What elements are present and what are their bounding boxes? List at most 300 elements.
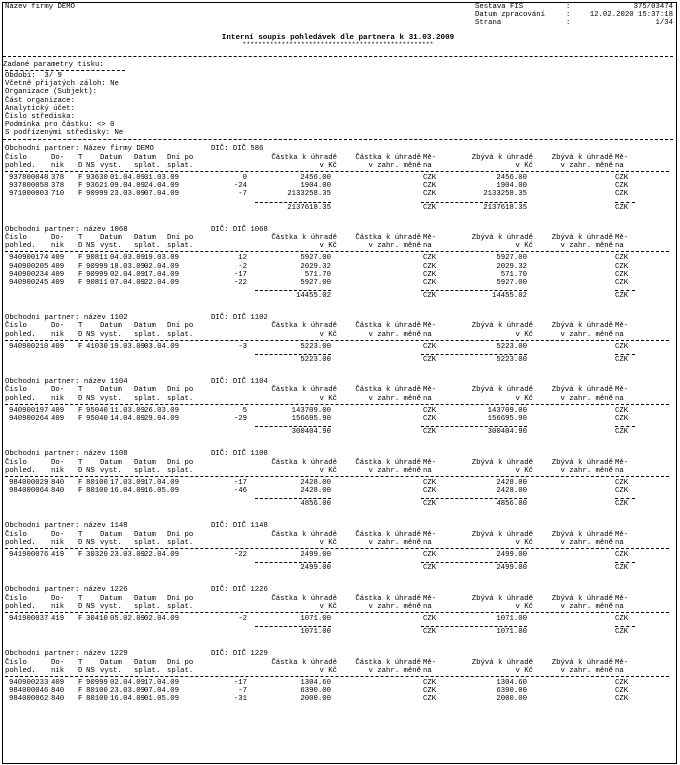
col-header: Zbývá k úhradě xyxy=(471,530,533,539)
doc-type: F xyxy=(78,278,83,287)
sum-line xyxy=(615,498,635,499)
partner-heading xyxy=(3,378,673,386)
invoice-number: 940900210 xyxy=(9,342,49,351)
amount-czk: 1071.00 xyxy=(300,614,331,623)
table-row xyxy=(3,254,673,262)
doc-type: F xyxy=(78,414,83,423)
doc-type: F xyxy=(78,478,83,487)
amount-czk: 2428.00 xyxy=(300,478,331,487)
supplier: 409 xyxy=(51,262,65,271)
currency: CZK xyxy=(423,478,437,487)
col-header: Zbývá k úhradě xyxy=(471,386,533,395)
col-header: splat. xyxy=(167,394,194,403)
col-header: Číslo xyxy=(5,153,27,162)
col-header: na xyxy=(423,538,432,547)
col-header: Částka k úhradě xyxy=(355,233,421,242)
col-header: vyst. xyxy=(100,394,122,403)
col-header: Mě- xyxy=(423,153,437,162)
sum-line xyxy=(615,626,635,627)
col-header: D xyxy=(78,666,83,675)
col-header: v zahr. měně xyxy=(560,394,613,403)
due-date: 07.04.09 xyxy=(144,687,180,696)
header-underline xyxy=(5,251,669,252)
col-header: Částka k úhradě xyxy=(355,386,421,395)
sum-line xyxy=(615,354,635,355)
invoice-number: 940900197 xyxy=(9,406,49,415)
col-header: Do- xyxy=(51,386,65,395)
col-header: vyst. xyxy=(100,666,122,675)
col-header: T xyxy=(78,322,83,331)
col-header: Datum xyxy=(134,386,156,395)
label-sestava: Sestava FIS xyxy=(475,3,524,11)
col-header: Mě- xyxy=(615,530,629,539)
total-amount-czk: 5223.00 xyxy=(300,356,331,364)
supplier: 409 xyxy=(51,254,65,263)
days-overdue: -24 xyxy=(233,182,247,191)
due-date: 29.04.09 xyxy=(144,414,180,423)
ns: 90999 xyxy=(86,678,108,687)
invoice-number: 940900205 xyxy=(9,262,49,271)
col-header: na xyxy=(423,242,432,251)
col-header: Zbývá k úhradě xyxy=(471,658,533,667)
partner-heading xyxy=(3,145,673,153)
params-list xyxy=(3,72,673,138)
col-header: T xyxy=(78,153,83,162)
amount-czk: 5927.00 xyxy=(300,278,331,287)
issue-date: 02.04.09 xyxy=(110,270,146,279)
column-header-1 xyxy=(3,322,673,330)
col-header: na xyxy=(615,242,624,251)
supplier: 409 xyxy=(51,270,65,279)
invoice-number: 937800048 xyxy=(9,174,49,182)
total-row xyxy=(3,500,673,508)
col-header: v zahr. měně xyxy=(560,161,613,170)
col-header: Mě- xyxy=(423,233,437,242)
col-header: v Kč xyxy=(515,538,533,547)
total-remaining-czk: 2137618.35 xyxy=(483,203,527,212)
col-header: vyst. xyxy=(100,466,122,475)
col-header: na xyxy=(423,602,432,611)
ns: 90811 xyxy=(86,278,108,287)
col-header: nik xyxy=(51,466,65,475)
invoice-number: 984000029 xyxy=(9,478,49,487)
col-header: Datum xyxy=(100,530,122,539)
col-header: v zahr. měně xyxy=(368,330,421,339)
col-header: v zahr. měně xyxy=(560,242,613,251)
col-header: na xyxy=(423,330,432,339)
col-header: v zahr. měně xyxy=(560,330,613,339)
doc-type: F xyxy=(78,614,83,623)
col-header: v Kč xyxy=(319,538,337,547)
total-amount-czk: 14455.02 xyxy=(295,292,331,301)
col-header: D xyxy=(78,466,83,475)
col-header: na xyxy=(423,161,432,170)
col-header: Dní po xyxy=(167,153,194,162)
currency: CZK xyxy=(615,487,629,496)
doc-type: F xyxy=(78,551,83,559)
invoice-number: 937800058 xyxy=(9,182,49,191)
due-date: 17.04.09 xyxy=(144,270,180,279)
report-title: Interní soupis pohledávek dle partnera k 31.03.2009 xyxy=(221,33,455,42)
currency: CZK xyxy=(423,190,437,199)
col-header: Do- xyxy=(51,153,65,162)
total-row xyxy=(3,428,673,436)
col-header: pohled. xyxy=(5,602,36,611)
amount-czk: 5927.00 xyxy=(300,254,331,263)
col-header: splat. xyxy=(167,466,194,475)
col-header: Mě- xyxy=(615,322,629,331)
col-header: T xyxy=(78,233,83,242)
currency: CZK xyxy=(423,678,437,687)
issue-date: 23.03.09 xyxy=(110,551,146,559)
days-overdue: -2 xyxy=(238,262,247,271)
col-header: v Kč xyxy=(515,394,533,403)
col-header: Částka k úhradě xyxy=(355,322,421,331)
label-datum: Datum zpracování xyxy=(475,11,546,20)
partner-group xyxy=(3,450,673,508)
partner-name: Obchodní partner: název 1068 xyxy=(5,225,128,234)
col-header: Mě- xyxy=(423,594,437,603)
col-header: vyst. xyxy=(100,330,122,339)
amount-czk: 6390.00 xyxy=(300,687,331,696)
col-header: Zbývá k úhradě xyxy=(551,530,613,539)
col-header: v Kč xyxy=(515,466,533,475)
col-header: Do- xyxy=(51,530,65,539)
due-date: 17.04.09 xyxy=(144,678,180,687)
col-header: splat. xyxy=(134,242,161,251)
col-header: Mě- xyxy=(423,386,437,395)
partner-group xyxy=(3,145,673,211)
col-header: Mě- xyxy=(423,530,437,539)
ns: 30410 xyxy=(86,614,108,623)
remaining-czk: 2456.00 xyxy=(496,174,527,182)
days-overdue: 5 xyxy=(242,406,247,415)
col-header: nik xyxy=(51,394,65,403)
param-line: Období: 3/ 9 xyxy=(5,71,62,80)
col-header: pohled. xyxy=(5,394,36,403)
col-header: Do- xyxy=(51,322,65,331)
currency: CZK xyxy=(615,182,629,191)
col-header: na xyxy=(423,466,432,475)
supplier: 419 xyxy=(51,551,65,559)
invoice-number: 941900037 xyxy=(9,614,49,623)
days-overdue: -2 xyxy=(238,614,247,623)
issue-date: 18.03.09 xyxy=(110,262,146,271)
days-overdue: -7 xyxy=(238,687,247,696)
col-header: Datum xyxy=(134,530,156,539)
doc-type: F xyxy=(78,174,83,182)
currency: CZK xyxy=(423,564,437,573)
col-header: v zahr. měně xyxy=(368,538,421,547)
sum-line xyxy=(421,626,527,627)
col-header: na xyxy=(615,602,624,611)
datum-value: 12.02.2020 15:37:18 xyxy=(589,11,673,20)
divider xyxy=(3,139,673,140)
ns: 80100 xyxy=(86,695,108,704)
partner-group xyxy=(3,586,673,636)
col-header: Do- xyxy=(51,458,65,467)
currency: CZK xyxy=(615,628,629,637)
currency: CZK xyxy=(423,687,437,696)
strana-value: 1/34 xyxy=(655,19,673,28)
currency: CZK xyxy=(615,356,629,364)
amount-czk: 1904.00 xyxy=(300,182,331,191)
column-header-2 xyxy=(3,331,673,339)
company-name: Název firmy DEMO xyxy=(5,3,76,11)
col-header: Částka k úhradě xyxy=(271,153,337,162)
currency: CZK xyxy=(615,174,629,182)
col-header: Mě- xyxy=(423,458,437,467)
partner-heading xyxy=(3,522,673,530)
partners-list xyxy=(3,145,673,703)
col-header: vyst. xyxy=(100,161,122,170)
col-header: Částka k úhradě xyxy=(355,530,421,539)
col-header: Zbývá k úhradě xyxy=(471,153,533,162)
days-overdue: -31 xyxy=(233,695,247,704)
issue-date: 19.03.09 xyxy=(110,342,146,351)
col-header: na xyxy=(615,330,624,339)
supplier: 840 xyxy=(51,687,65,696)
doc-type: F xyxy=(78,342,83,351)
partner-dic: DIČ: DIČ 1104 xyxy=(211,378,268,387)
col-header: Mě- xyxy=(615,658,629,667)
due-date: 07.04.09 xyxy=(144,190,180,199)
col-header: Částka k úhradě xyxy=(355,153,421,162)
doc-type: F xyxy=(78,270,83,279)
supplier: 378 xyxy=(51,174,65,182)
table-row xyxy=(3,190,673,198)
param-line: Organizace (Subjekt): xyxy=(5,88,97,97)
partner-heading xyxy=(3,314,673,322)
issue-date: 05.02.09 xyxy=(110,614,146,623)
col-header: Částka k úhradě xyxy=(271,233,337,242)
table-row xyxy=(3,551,673,559)
col-header: na xyxy=(615,538,624,547)
currency: CZK xyxy=(423,487,437,496)
col-header: Číslo xyxy=(5,658,27,667)
col-header: Zbývá k úhradě xyxy=(551,153,613,162)
issue-date: 23.03.09 xyxy=(110,687,146,696)
ns: 90811 xyxy=(86,254,108,263)
days-overdue: -29 xyxy=(233,414,247,423)
col-header: NS xyxy=(86,538,95,547)
currency: CZK xyxy=(615,406,629,415)
table-row xyxy=(3,279,673,287)
column-header-2 xyxy=(3,539,673,547)
header-underline xyxy=(5,676,669,677)
col-header: NS xyxy=(86,330,95,339)
col-header: Datum xyxy=(100,322,122,331)
currency: CZK xyxy=(423,428,437,437)
col-header: na xyxy=(615,394,624,403)
remaining-czk: 6390.00 xyxy=(496,687,527,696)
supplier: 840 xyxy=(51,478,65,487)
col-header: splat. xyxy=(167,330,194,339)
col-header: Číslo xyxy=(5,233,27,242)
col-header: Datum xyxy=(100,594,122,603)
col-header: vyst. xyxy=(100,538,122,547)
col-header: Číslo xyxy=(5,594,27,603)
invoice-number: 984000062 xyxy=(9,695,49,704)
issue-date: 14.04.09 xyxy=(110,414,146,423)
col-header: na xyxy=(615,466,624,475)
due-date: 19.03.09 xyxy=(144,254,180,263)
col-header: v Kč xyxy=(319,330,337,339)
col-header: Do- xyxy=(51,233,65,242)
total-remaining-czk: 300404.90 xyxy=(487,428,527,437)
table-row xyxy=(3,343,673,351)
col-header: T xyxy=(78,594,83,603)
currency: CZK xyxy=(423,270,437,279)
col-header: Mě- xyxy=(615,386,629,395)
col-header: v Kč xyxy=(319,602,337,611)
remaining-czk: 2029.32 xyxy=(496,262,527,271)
col-header: D xyxy=(78,161,83,170)
currency: CZK xyxy=(423,292,437,301)
sum-line xyxy=(421,354,527,355)
col-header: pohled. xyxy=(5,538,36,547)
invoice-number: 941900076 xyxy=(9,551,49,559)
doc-type: F xyxy=(78,678,83,687)
invoice-number: 940900245 xyxy=(9,278,49,287)
table-row xyxy=(3,182,673,190)
column-header-1 xyxy=(3,531,673,539)
col-header: Dní po xyxy=(167,658,194,667)
currency: CZK xyxy=(423,551,437,559)
invoice-number: 984000046 xyxy=(9,687,49,696)
col-header: Datum xyxy=(134,233,156,242)
currency: CZK xyxy=(615,614,629,623)
col-header: Částka k úhradě xyxy=(271,386,337,395)
partner-name: Obchodní partner: název 1108 xyxy=(5,450,128,459)
table-row xyxy=(3,263,673,271)
supplier: 409 xyxy=(51,406,65,415)
col-header: v Kč xyxy=(319,394,337,403)
currency: CZK xyxy=(615,292,629,301)
col-header: NS xyxy=(86,161,95,170)
sum-line xyxy=(255,290,331,291)
due-date: 26.03.09 xyxy=(144,406,180,415)
col-header: Mě- xyxy=(423,658,437,667)
header-row-2: Datum zpracování : 12.02.2020 15:37:18 xyxy=(475,11,673,20)
supplier: 710 xyxy=(51,190,65,199)
header-underline xyxy=(5,404,669,405)
column-header-2 xyxy=(3,242,673,250)
col-header: NS xyxy=(86,666,95,675)
days-overdue: -17 xyxy=(233,678,247,687)
col-header: nik xyxy=(51,538,65,547)
currency: CZK xyxy=(423,695,437,704)
col-header: Dní po xyxy=(167,530,194,539)
report-sheet xyxy=(3,3,673,761)
due-date: 31.03.09 xyxy=(144,174,180,182)
due-date: 02.04.09 xyxy=(144,614,180,623)
partner-name: Obchodní partner: název 1104 xyxy=(5,378,128,387)
col-header: Zbývá k úhradě xyxy=(551,322,613,331)
days-overdue: -22 xyxy=(233,551,247,559)
remaining-czk: 2499.00 xyxy=(496,551,527,559)
total-remaining-czk: 2499.00 xyxy=(496,564,527,573)
col-header: Datum xyxy=(134,458,156,467)
currency: CZK xyxy=(615,203,629,212)
doc-type: F xyxy=(78,262,83,271)
supplier: 840 xyxy=(51,695,65,704)
supplier: 840 xyxy=(51,487,65,496)
partner-dic: DIČ: DIČ 1108 xyxy=(211,450,268,459)
doc-type: F xyxy=(78,254,83,263)
col-header: Částka k úhradě xyxy=(271,530,337,539)
column-header-1 xyxy=(3,595,673,603)
currency: CZK xyxy=(423,342,437,351)
col-header: D xyxy=(78,330,83,339)
col-header: v zahr. měně xyxy=(368,394,421,403)
col-header: Datum xyxy=(134,322,156,331)
currency: CZK xyxy=(615,500,629,509)
col-header: Číslo xyxy=(5,322,27,331)
currency: CZK xyxy=(615,551,629,559)
col-header: nik xyxy=(51,602,65,611)
currency: CZK xyxy=(423,182,437,191)
ns: 90999 xyxy=(86,262,108,271)
col-header: NS xyxy=(86,394,95,403)
invoice-number: 940900233 xyxy=(9,678,49,687)
col-header: Dní po xyxy=(167,458,194,467)
col-header: D xyxy=(78,538,83,547)
sum-line xyxy=(255,498,331,499)
col-header: splat. xyxy=(134,394,161,403)
supplier: 409 xyxy=(51,278,65,287)
partner-name: Obchodní partner: název 1148 xyxy=(5,522,128,531)
col-header: v zahr. měně xyxy=(560,538,613,547)
ns: 93630 xyxy=(86,174,108,182)
col-header: nik xyxy=(51,666,65,675)
due-date: 16.05.09 xyxy=(144,487,180,496)
column-header-1 xyxy=(3,659,673,667)
col-header: pohled. xyxy=(5,330,36,339)
doc-type: F xyxy=(78,182,83,191)
col-header: Částka k úhradě xyxy=(355,458,421,467)
currency: CZK xyxy=(615,564,629,573)
divider xyxy=(3,56,673,57)
col-header: v zahr. měně xyxy=(368,602,421,611)
col-header: Zbývá k úhradě xyxy=(471,594,533,603)
col-header: v Kč xyxy=(319,666,337,675)
remaining-czk: 5927.00 xyxy=(496,254,527,263)
col-header: Datum xyxy=(100,386,122,395)
params-heading: Zadané parametry tisku: xyxy=(3,60,104,69)
column-header-2 xyxy=(3,467,673,475)
col-header: T xyxy=(78,530,83,539)
col-header: splat. xyxy=(134,466,161,475)
remaining-czk: 143709.00 xyxy=(487,406,527,415)
col-header: pohled. xyxy=(5,466,36,475)
col-header: splat. xyxy=(167,602,194,611)
remaining-czk: 2000.00 xyxy=(496,695,527,704)
sum-line xyxy=(255,626,331,627)
sum-line xyxy=(421,498,527,499)
partner-heading xyxy=(3,450,673,458)
partner-dic: DIČ: DIČ 1068 xyxy=(211,225,268,234)
col-header: D xyxy=(78,602,83,611)
sestava-value: 375/03474 xyxy=(633,3,673,11)
supplier: 409 xyxy=(51,342,65,351)
days-overdue: 0 xyxy=(242,174,247,182)
col-header: Částka k úhradě xyxy=(271,322,337,331)
col-header: Zbývá k úhradě xyxy=(551,458,613,467)
col-header: Zbývá k úhradě xyxy=(471,322,533,331)
total-row xyxy=(3,292,673,300)
header-underline xyxy=(5,476,669,477)
